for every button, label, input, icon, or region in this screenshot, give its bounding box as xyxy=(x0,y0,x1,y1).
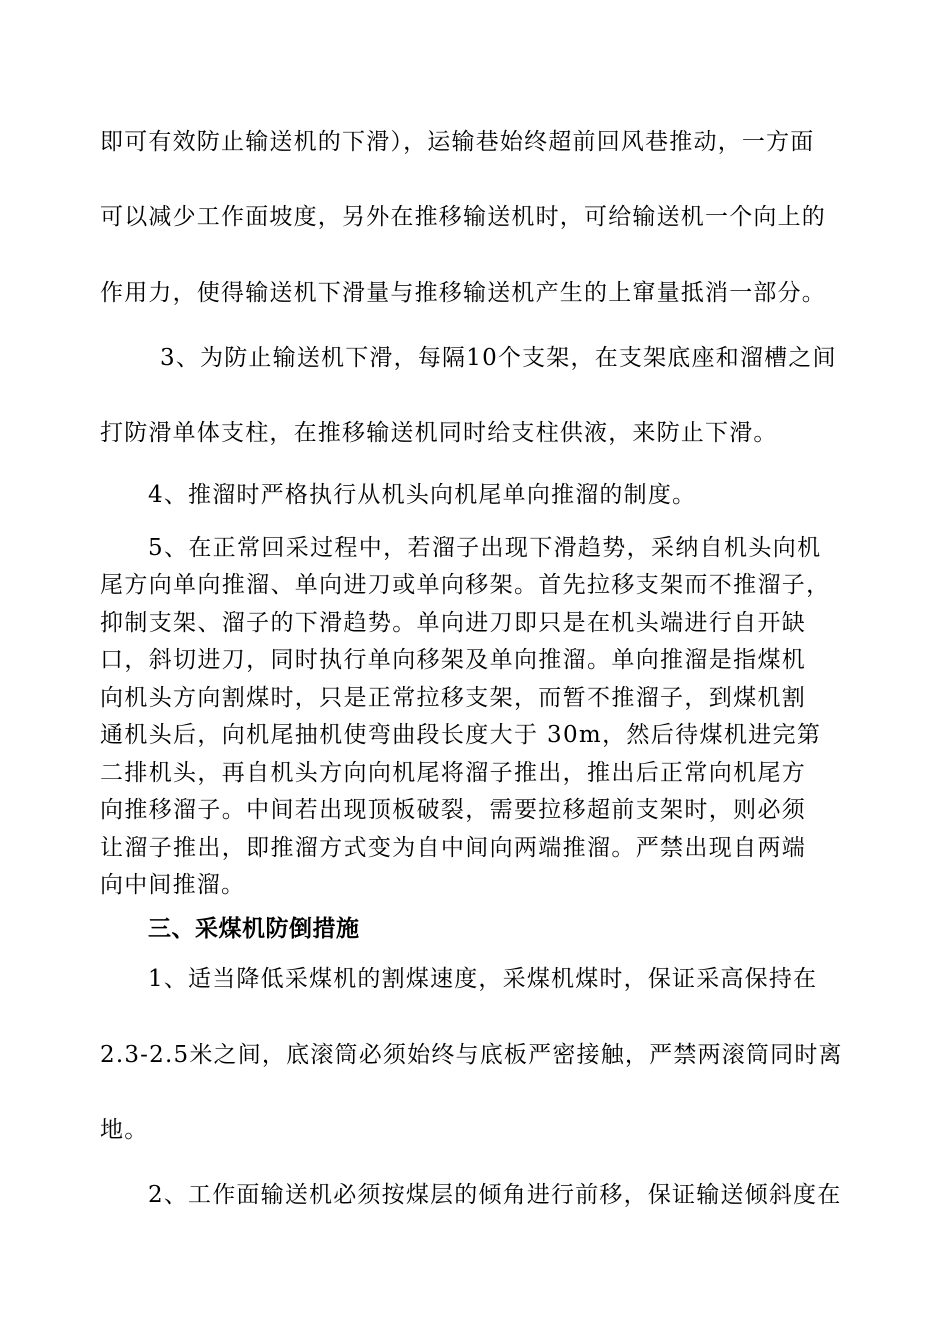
text-line-12: 通机头后，向机尾抽机使弯曲段长度大于 30m，然后待煤机进完第 xyxy=(100,722,822,748)
text-line-15: 让溜子推出，即推溜方式变为自中间向两端推溜。严禁出现自两端 xyxy=(100,835,807,861)
text-line-9: 抑制支架、溜子的下滑趋势。单向进刀即只是在机头端进行自开缺 xyxy=(100,610,807,636)
text-line-7: 5、在正常回采过程中，若溜子出现下滑趋势，采纳自机头向机 xyxy=(148,535,822,561)
text-line-10: 口，斜切进刀，同时执行单向移架及单向推溜。单向推溜是指煤机 xyxy=(100,647,807,673)
text-line-6: 4、推溜时严格执行从机头向机尾单向推溜的制度。 xyxy=(148,482,697,508)
text-line-11: 向机头方向割煤时，只是正常拉移支架，而暂不推溜子，到煤机割 xyxy=(100,685,807,711)
text-line-3: 作用力，使得输送机下滑量与推移输送机产生的上窜量抵消一部分。 xyxy=(100,280,826,306)
text-line-16: 向中间推溜。 xyxy=(100,872,246,898)
text-line-19: 地。 xyxy=(100,1117,149,1143)
text-line-5: 打防滑单体支柱，在推移输送机同时给支柱供液，来防止下滑。 xyxy=(100,420,778,446)
text-line-18: 2.3-2.5米之间，底滚筒必须始终与底板严密接触，严禁两滚筒同时离 xyxy=(100,1042,843,1068)
text-line-2: 可以减少工作面坡度，另外在推移输送机时，可给输送机一个向上的 xyxy=(100,204,826,230)
text-line-17: 1、适当降低采煤机的割煤速度，采煤机煤时，保证采高保持在 xyxy=(148,966,818,992)
text-line-14: 向推移溜子。中间若出现顶板破裂，需要拉移超前支架时，则必须 xyxy=(100,797,807,823)
text-line-20: 2、工作面输送机必须按煤层的倾角进行前移，保证输送倾斜度在 xyxy=(148,1182,842,1208)
text-line-8: 尾方向单向推溜、单向进刀或单向移架。首先拉移支架而不推溜子， xyxy=(100,572,831,598)
text-line-1: 即可有效防止输送机的下滑），运输巷始终超前回风巷推动，一方面 xyxy=(100,129,815,155)
section-heading: 三、采煤机防倒措施 xyxy=(148,916,360,942)
text-line-13: 二排机头，再自机头方向向机尾将溜子推出，推出后正常向机尾方 xyxy=(100,760,807,786)
text-line-4: 3、为防止输送机下滑，每隔10个支架，在支架底座和溜槽之间 xyxy=(160,345,837,371)
